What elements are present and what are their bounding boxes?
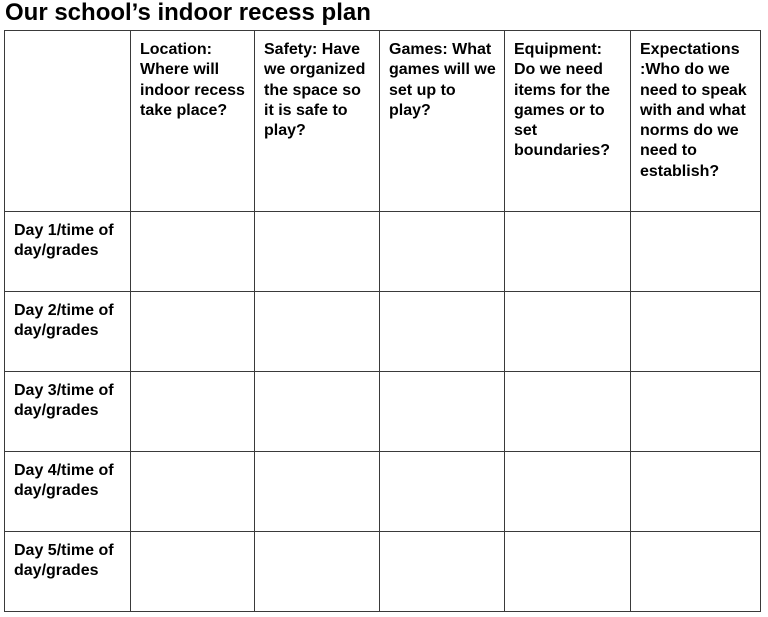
- cell-day-4-location[interactable]: [131, 452, 255, 532]
- cell-day-2-location[interactable]: [131, 292, 255, 372]
- cell-day-3-equipment[interactable]: [505, 372, 631, 452]
- row-label-day-1[interactable]: Day 1/time of day/grades: [5, 212, 131, 292]
- cell-day-2-games[interactable]: [380, 292, 505, 372]
- table-row-day-5: [5, 532, 761, 612]
- cell-day-3-expectations[interactable]: [631, 372, 761, 452]
- table-row-day-1: [5, 212, 761, 292]
- header-safety[interactable]: Safety: Have we organized the space so it is safe to play?: [255, 31, 380, 212]
- cell-day-1-safety[interactable]: [255, 212, 380, 292]
- cell-day-5-games[interactable]: [380, 532, 505, 612]
- cell-day-2-equipment[interactable]: [505, 292, 631, 372]
- cell-day-5-location[interactable]: [131, 532, 255, 612]
- row-label-day-5[interactable]: Day 5/time of day/grades: [5, 532, 131, 612]
- cell-day-2-safety[interactable]: [255, 292, 380, 372]
- cell-day-3-safety[interactable]: [255, 372, 380, 452]
- table-header-row: [5, 31, 761, 212]
- cell-day-1-expectations[interactable]: [631, 212, 761, 292]
- row-label-day-3[interactable]: Day 3/time of day/grades: [5, 372, 131, 452]
- corner-cell[interactable]: [5, 31, 131, 212]
- recess-plan-table: [4, 30, 761, 612]
- cell-day-1-equipment[interactable]: [505, 212, 631, 292]
- table-row-day-4: [5, 452, 761, 532]
- cell-day-4-safety[interactable]: [255, 452, 380, 532]
- cell-day-1-location[interactable]: [131, 212, 255, 292]
- cell-day-4-games[interactable]: [380, 452, 505, 532]
- cell-day-4-equipment[interactable]: [505, 452, 631, 532]
- table-row-day-2: [5, 292, 761, 372]
- row-label-day-4[interactable]: Day 4/time of day/grades: [5, 452, 131, 532]
- cell-day-3-games[interactable]: [380, 372, 505, 452]
- row-label-day-2[interactable]: Day 2/time of day/grades: [5, 292, 131, 372]
- cell-day-3-location[interactable]: [131, 372, 255, 452]
- cell-day-2-expectations[interactable]: [631, 292, 761, 372]
- cell-day-5-safety[interactable]: [255, 532, 380, 612]
- header-equipment[interactable]: Equipment: Do we need items for the games or to set boundaries?: [505, 31, 631, 212]
- cell-day-4-expectations[interactable]: [631, 452, 761, 532]
- header-location[interactable]: Location: Where will indoor recess take place?: [131, 31, 255, 212]
- header-expectations[interactable]: Expectations :Who do we need to speak with and what norms do we need to establish?: [631, 31, 761, 212]
- table-row-day-3: [5, 372, 761, 452]
- header-games[interactable]: Games: What games will we set up to play?: [380, 31, 505, 212]
- cell-day-5-expectations[interactable]: [631, 532, 761, 612]
- cell-day-5-equipment[interactable]: [505, 532, 631, 612]
- document-title: Our school’s indoor recess plan: [5, 0, 371, 26]
- cell-day-1-games[interactable]: [380, 212, 505, 292]
